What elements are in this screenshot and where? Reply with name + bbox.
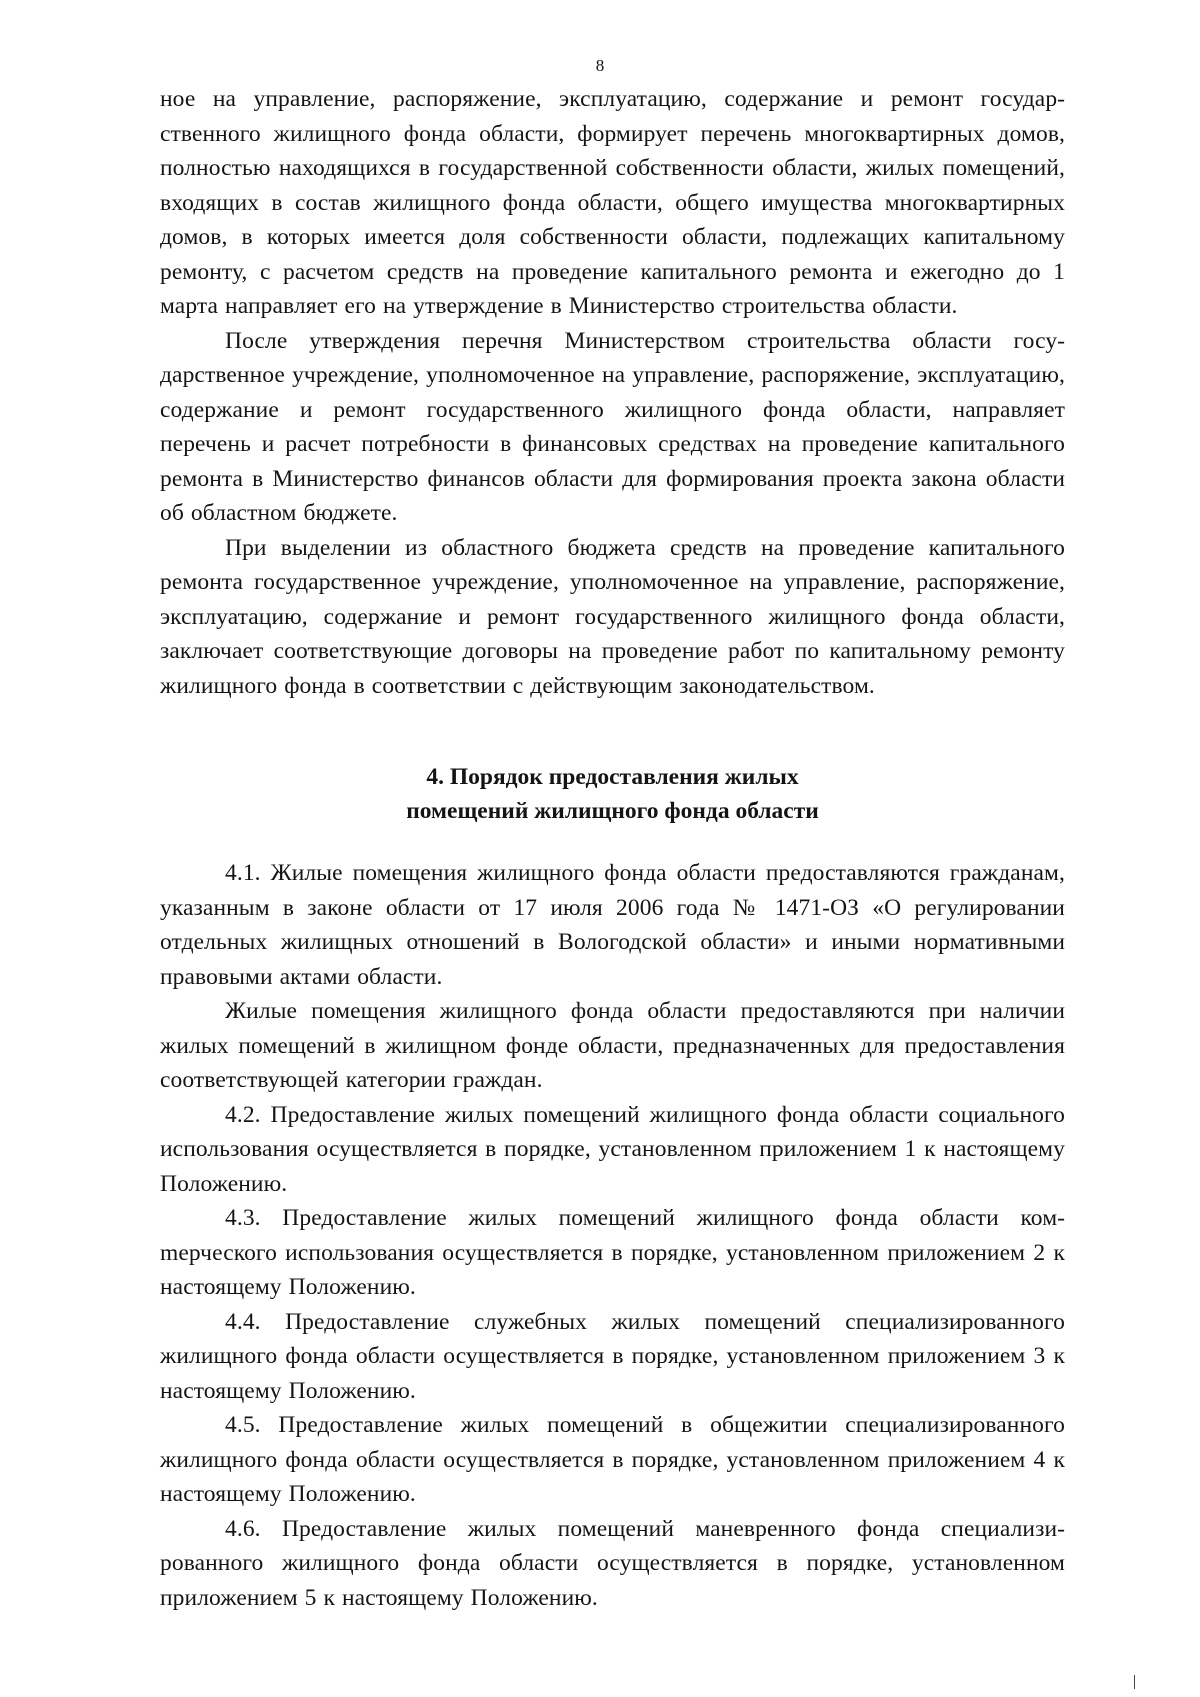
scan-artifact-mark bbox=[1134, 1675, 1135, 1689]
page-number: 8 bbox=[595, 56, 605, 75]
section-text-block bbox=[160, 856, 1065, 1615]
paragraph-continuation: ное на управление, распоряжение, эксплуатацию, содержание и ремонт государственного жилищного фонда области, формирует перечень многоквартирных домов, полностью находящихся в государственной собственности области, жилых помещений, входящих в состав жилищного фонда области, общего имущества многоквартирных домов, в которых имеется доля собственности области, подлежащих капитальному ремонту, с расчетом средств на проведение капитального ремонта и ежегодно до 1 марта направляет его на утверждение в Министерство строительства области. bbox=[160, 86, 1065, 319]
paragraph: Жилые помещения жилищного фонда области предоставляются при наличии жилых помещений в жилищном фонде области, предназначенных для предоставления соответствующей категории граждан. bbox=[160, 998, 1065, 1093]
clause-4-1: 4.1. Жилые помещения жилищного фонда области предоставляются гражданам, указанным в законе области от 17 июля 2006 года № 1471-ОЗ «О регулировании отдельных жилищных отношений в Вологодской области» и иными нормативными правовыми актами области. bbox=[160, 860, 1065, 990]
section-heading-line-1: 4. Порядок предоставления жилых bbox=[426, 764, 799, 790]
clause-4-4: 4.4. Предоставление служебных жилых помещений специализированного жилищного фонда области осуществляется в порядке, установленном приложением 3 к настоящему Положению. bbox=[160, 1308, 1065, 1404]
section-heading bbox=[160, 760, 1065, 828]
clause-4-6: 4.6. Предоставление жилых помещений маневренного фонда специализированного жилищного фонда области осуществляется в порядке, установленном приложением 5 к настоящему Положению. bbox=[160, 1515, 1065, 1611]
paragraph: При выделении из областного бюджета средств на проведение капитального ремонта государственное учреждение, уполномоченное на управление, распоряжение, эксплуатацию, содержание и ремонт государственного жилищного фонда области, заключает соответствующие договоры на проведение работ по капитальному ремонту жилищного фонда в соответствии с действующим законодательством. bbox=[160, 534, 1065, 699]
clause-4-3: 4.3. Предоставление жилых помещений жилищного фонда области комmерческого использования осуществляется в порядке, установленном приложением 2 к настоящему Положению. bbox=[160, 1205, 1065, 1300]
clause-4-2: 4.2. Предоставление жилых помещений жилищного фонда области социального использования осуществляется в порядке, установленном приложением 1 к настоящему Положению. bbox=[160, 1101, 1065, 1197]
section-heading-line-2: помещений жилищного фонда области bbox=[406, 798, 819, 824]
intro-text-block bbox=[160, 82, 1065, 703]
paragraph: После утверждения перечня Министерством строительства области государственное учреждение, уполномоченное на управление, распоряжение, эксплуатацию, содержание и ремонт государственного жилищного фонда области, направляет перечень и расчет потребности в финансовых средствах на проведение капитального ремонта в Министерство финансов области для формирования проекта закона области об областном бюджете. bbox=[160, 327, 1065, 526]
clause-4-5: 4.5. Предоставление жилых помещений в общежитии специализированного жилищного фонда области осуществляется в порядке, установленном приложением 4 к настоящему Положению. bbox=[160, 1412, 1065, 1507]
